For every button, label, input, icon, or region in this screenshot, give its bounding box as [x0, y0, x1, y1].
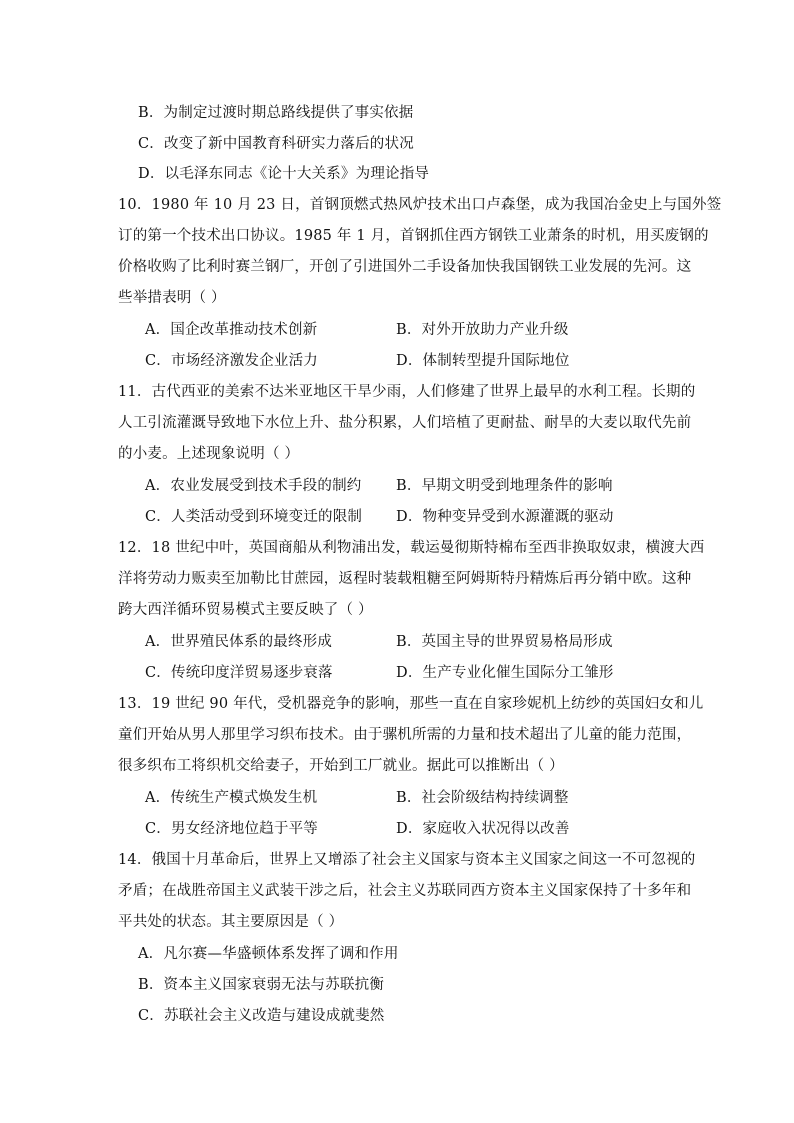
- question-11-line: 11．古代西亚的美索不达米亚地区干旱少雨，人们修建了世界上最早的水利工程。长期的: [118, 384, 696, 400]
- q12-option-a: A．世界殖民体系的最终形成: [145, 634, 333, 650]
- q13-option-b: B．社会阶级结构持续调整: [396, 790, 569, 806]
- option-c: C．改变了新中国教育科研实力落后的状况: [138, 136, 414, 152]
- q14-option-b: B．资本主义国家衰弱无法与苏联抗衡: [138, 977, 385, 993]
- q10-option-b: B．对外开放助力产业升级: [396, 322, 569, 338]
- question-11-line: 的小麦。上述现象说明（ ）: [118, 446, 300, 462]
- q12-option-c: C．传统印度洋贸易逐步衰落: [145, 665, 333, 681]
- q10-option-d: D．体制转型提升国际地位: [396, 353, 570, 369]
- q13-option-c: C．男女经济地位趋于平等: [145, 821, 318, 837]
- q11-option-a: A．农业发展受到技术手段的制约: [145, 478, 362, 494]
- question-13-line: 童们开始从男人那里学习织布技术。由于骡机所需的力量和技术超出了儿童的能力范围，: [118, 727, 692, 743]
- question-14-line: 平共处的状态。其主要原因是（ ）: [118, 914, 344, 930]
- q13-option-d: D．家庭收入状况得以改善: [396, 821, 570, 837]
- question-14-line: 矛盾；在战胜帝国主义武装干涉之后，社会主义苏联同西方资本主义国家保持了十多年和: [118, 883, 692, 899]
- q14-option-c: C．苏联社会主义改造与建设成就斐然: [138, 1008, 385, 1024]
- q13-option-a: A．传统生产模式焕发生机: [145, 790, 318, 806]
- question-12-line: 洋将劳动力贩卖至加勒比甘蔗园，返程时装载粗糖至阿姆斯特丹精炼后再分销中欧。这种: [118, 571, 692, 587]
- question-10-line: 10．1980 年 10 月 23 日，首钢顶燃式热风炉技术出口卢森堡，成为我国冶金史上与国外签: [118, 197, 722, 213]
- q14-option-a: A．凡尔赛—华盛顿体系发挥了调和作用: [138, 946, 399, 962]
- question-10-line: 订的第一个技术出口协议。1985 年 1 月，首钢抓住西方钢铁工业萧条的时机，用买废钢的: [118, 228, 709, 244]
- q10-option-c: C．市场经济激发企业活力: [145, 353, 318, 369]
- q11-option-c: C．人类活动受到环境变迁的限制: [145, 509, 363, 525]
- question-14-line: 14．俄国十月革命后，世界上又增添了社会主义国家与资本主义国家之间这一不可忽视的: [118, 852, 696, 868]
- question-13-line: 13．19 世纪 90 年代，受机器竞争的影响，那些一直在自家珍妮机上纺纱的英国妇女和儿: [118, 696, 704, 712]
- question-10-line: 价格收购了比利时赛兰钢厂，开创了引进国外二手设备加快我国钢铁工业发展的先河。这: [118, 259, 692, 275]
- question-13-line: 很多织布工将织机交给妻子，开始到工厂就业。据此可以推断出（ ）: [118, 758, 564, 774]
- q12-option-d: D．生产专业化催生国际分工雏形: [396, 665, 614, 681]
- question-11-line: 人工引流灌溉导致地下水位上升、盐分积累，人们培植了更耐盐、耐旱的大麦以取代先前: [118, 415, 692, 431]
- q10-option-a: A．国企改革推动技术创新: [145, 322, 318, 338]
- option-b: B．为制定过渡时期总路线提供了事实依据: [138, 105, 414, 121]
- q11-option-b: B．早期文明受到地理条件的影响: [396, 478, 613, 494]
- option-d: D．以毛泽东同志《论十大关系》为理论指导: [138, 166, 430, 182]
- q12-option-b: B．英国主导的世界贸易格局形成: [396, 634, 613, 650]
- question-12-line: 12．18 世纪中叶，英国商船从利物浦出发，载运曼彻斯特棉布至西非换取奴隶，横渡大西: [118, 540, 705, 556]
- question-12-line: 跨大西洋循环贸易模式主要反映了（ ）: [118, 602, 373, 618]
- q11-option-d: D．物种变异受到水源灌溉的驱动: [396, 509, 614, 525]
- question-10-line: 些举措表明（ ）: [118, 290, 226, 306]
